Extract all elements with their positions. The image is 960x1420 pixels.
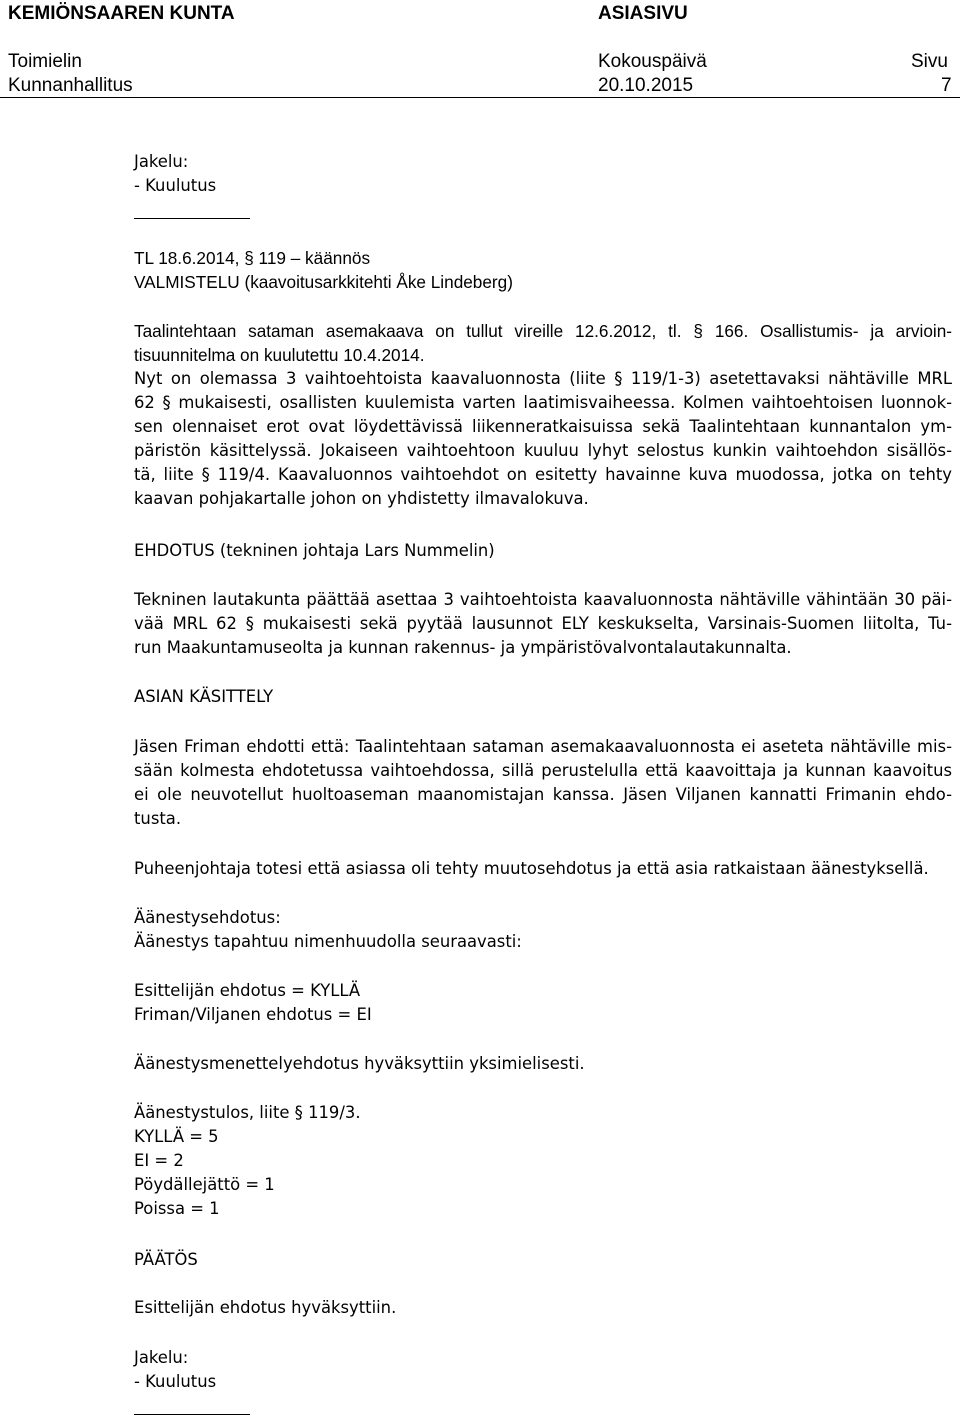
meeting-date-value: 20.10.2015 [598, 75, 694, 96]
distribution-label: Jakelu: [134, 1348, 189, 1367]
decision-heading: PÄÄTÖS [134, 1250, 198, 1269]
handling-line: Jäsen Friman ehdotti että: Taalintehtaan sataman asemakaavaluonnosta ei aseteta nähtäville mis- [134, 737, 952, 756]
distribution-top [134, 150, 952, 198]
distribution-item: - Kuulutus [134, 1372, 217, 1391]
preparation-line: kaavan pohjakartalle johon on yhdistetty ilmavalokuva. [134, 489, 589, 508]
page-number: 7 [941, 75, 952, 96]
preparation-text [134, 319, 952, 511]
handling-line: tusta. [134, 809, 182, 828]
proposal-line: run Maakuntamuseolta ja kunnan rakennus- ja ympäristövalvontalautakunnalta. [134, 638, 792, 657]
preparation-line: tisuunnitelma on kuulutettu 10.4.2014. [134, 345, 425, 365]
handling-line: ei ole neuvotellut huoltoaseman maanomistajan kanssa. Jäsen Viljanen kannatti Frimanin ehdo- [134, 785, 952, 804]
preparation-line: 62 § mukaisesti, osallisten kuulemista varten laatimisvaiheessa. Kolmen vaihtoehtoisen luonnok- [134, 393, 952, 412]
vote-result-yes: KYLLÄ = 5 [134, 1127, 219, 1146]
municipality-name: KEMIÖNSAAREN KUNTA [8, 3, 235, 24]
header-divider [0, 97, 960, 98]
vote-proposal-block [134, 906, 952, 954]
reference-block [134, 246, 952, 294]
decision-text: Esittelijän ehdotus hyväksyttiin. [134, 1298, 397, 1317]
handling-line: sään kolmesta ehdotetussa vaihtoehdossa, sillä perustelulla että kaavoittaja ja kunnan kaavoitus [134, 761, 952, 780]
short-divider [134, 218, 250, 219]
organ-value: Kunnanhallitus [8, 75, 133, 96]
handling-paragraph [134, 735, 952, 831]
preparation-line: Taalintehtaan sataman asemakaava on tullut vireille 12.6.2012, tl. § 166. Osallistumis- ja arvioin- [134, 321, 952, 341]
vote-option-yes: Esittelijän ehdotus = KYLLÄ [134, 981, 361, 1000]
vote-result-no: EI = 2 [134, 1151, 184, 1170]
distribution-label: Jakelu: [134, 152, 189, 171]
meeting-date-label: Kokouspäivä [598, 51, 707, 72]
vote-result-block [134, 1101, 952, 1221]
reference-line: TL 18.6.2014, § 119 – käännös [134, 248, 371, 268]
handling-heading: ASIAN KÄSITTELY [134, 687, 274, 706]
vote-method: Äänestys tapahtuu nimenhuudolla seuraavasti: [134, 932, 522, 951]
vote-options [134, 979, 952, 1027]
page-label: Sivu [911, 51, 948, 72]
distribution-item: - Kuulutus [134, 176, 217, 195]
organ-label: Toimielin [8, 51, 82, 72]
proposal-line: Tekninen lautakunta päättää asettaa 3 vaihtoehtoista kaavaluonnosta nähtäville vähintään 30 päi- [134, 590, 952, 609]
procedure-approved: Äänestysmenettelyehdotus hyväksyttiin yksimielisesti. [134, 1054, 585, 1073]
preparation-heading: VALMISTELU (kaavoitusarkkitehti Åke Lindeberg) [134, 272, 513, 292]
chair-statement: Puheenjohtaja totesi että asiassa oli tehty muutosehdotus ja että asia ratkaistaan äänestyksellä. [134, 859, 929, 878]
vote-option-no: Friman/Viljanen ehdotus = EI [134, 1005, 372, 1024]
preparation-line: päristön käsittelyssä. Jokaiseen vaihtoehtoon kuuluu lyhyt selostus kunkin vaihtoehdon sisällös- [134, 441, 952, 460]
vote-result-label: Äänestystulos, liite § 119/3. [134, 1103, 361, 1122]
preparation-line: Nyt on olemassa 3 vaihtoehtoista kaavaluonnosta (liite § 119/1-3) asetettavaksi nähtäville MRL [134, 369, 952, 388]
distribution-bottom [134, 1346, 952, 1394]
document-type: ASIASIVU [598, 3, 688, 24]
short-divider [134, 1414, 250, 1415]
vote-proposal-label: Äänestysehdotus: [134, 908, 281, 927]
proposal-heading: EHDOTUS (tekninen johtaja Lars Nummelin) [134, 541, 495, 560]
proposal-line: vää MRL 62 § mukaisesti sekä pyytää lausunnot ELY keskukselta, Varsinais-Suomen liitolta, Tu- [134, 614, 952, 633]
preparation-line: sen olennaiset erot ovat löydettävissä liikenneratkaisuissa sekä Taalintehtaan kunnantalon ym- [134, 417, 952, 436]
proposal-text [134, 588, 952, 660]
vote-result-table: Pöydällejättö = 1 [134, 1175, 275, 1194]
vote-result-absent: Poissa = 1 [134, 1199, 220, 1218]
preparation-line: tä, liite § 119/4. Kaavaluonnos vaihtoehdot on esitetty havainne kuva muodossa, jotka on tehty [134, 465, 952, 484]
